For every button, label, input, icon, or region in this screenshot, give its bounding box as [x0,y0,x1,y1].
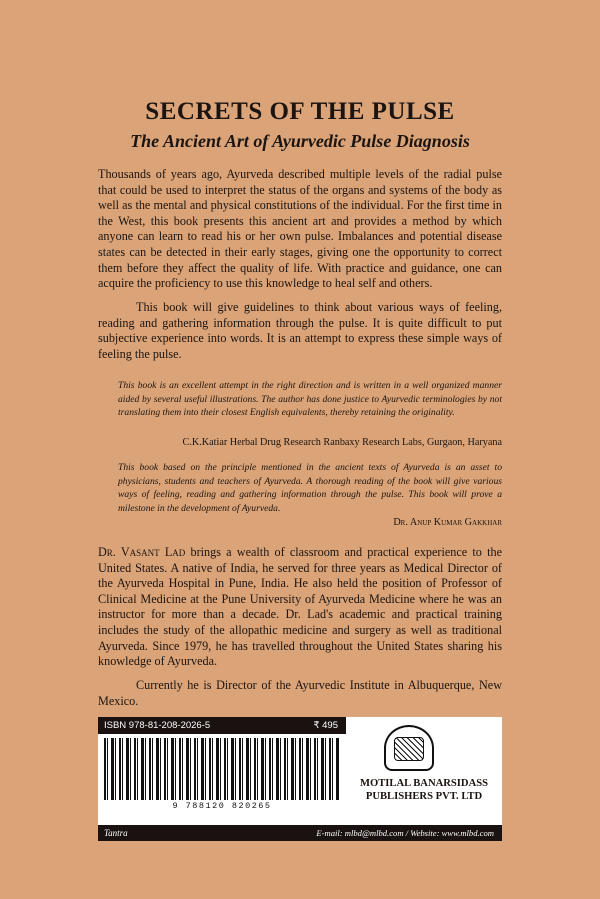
author-bio-text: brings a wealth of classroom and practical experience to the United States. A native of India, he served for three years as Medical Director of the Ayurveda Hospital in Pune, India. He also held the position of Professor of Clinical Medicine at the Pune University of Ayurveda Medicine where he was an instructor for more than a decade. Dr. Lad's academic and practical training includes the study of the allopathic medicine and surgery as well as traditional Ayurveda. Since 1979, he has travelled throughout the United States sharing his knowledge of Ayurveda. [98,545,502,669]
footer-strip [98,825,502,841]
author-bio-paragraph [98,545,502,670]
author-current-position: Currently he is Director of the Ayurvedic Institute in Albuquerque, New Mexico. [98,678,502,708]
review-attribution-2: Dr. Anup Kumar Gakkhar [393,517,502,528]
book-category: Tantra [104,828,128,838]
isbn-strip [98,717,346,734]
publisher-name-line-2: PUBLISHERS PVT. LTD [365,791,483,802]
isbn-number: ISBN 978-81-208-2026-5 [104,720,211,731]
description-paragraph-1: Thousands of years ago, Ayurveda described multiple levels of the radial pulse that could be used to interpret the status of the organs and systems of the body as well as the mental and physical constitutions of the individual. For the first time in the West, this book presents this ancient art and provides a method by which anyone can learn to read his or her own pulse. Imbalances and potential disease states can be detected in their early stages, giving one the opportunity to correct them before they affect the quality of life. With practice and guidance, one can acquire the proficiency to use this knowledge to heal self and others. [98,167,502,291]
description-paragraph-2: This book will give guidelines to think about various ways of feeling, reading and gathering information through the pulse. It is quite difficult to put subjective experience into words. It is an attempt to express these simple ways of feeling the pulse. [98,300,502,361]
barcode-panel [98,717,502,825]
book-subtitle: The Ancient Art of Ayurvedic Pulse Diagnosis [130,131,470,151]
review-quote-2: This book based on the principle mentioned in the ancient texts of Ayurveda is an asset to physicians, students and teachers of Ayurveda. A thorough reading of the book will give various ways of feeling, reading and gathering information through the pulse. This book will prove a milestone in the development of Ayurveda. [118,462,502,514]
barcode-digits: 9 788120 820265 [172,801,272,811]
publisher-name [346,777,502,803]
review-quote-1: This book is an excellent attempt in the right direction and is written in a well organized manner aided by several useful illustrations. The author has done justice to Ayurvedic terminologies by not translating them into their closest English equivalents, thereby retaining the originality. [118,380,502,419]
publisher-name-line-1: MOTILAL BANARSIDASS [359,778,489,789]
price-label: ₹ 495 [313,720,338,731]
barcode-icon [104,738,340,800]
author-name: Dr. Vasant Lad [98,545,186,559]
review-attribution-1: C.K.Katiar Herbal Drug Research Ranbaxy Research Labs, Gurgaon, Haryana [182,437,502,448]
logo-emblem-icon [394,737,424,761]
publisher-contact: E-mail: mlbd@mlbd.com / Website: www.mlbd.com [316,828,494,838]
publisher-logo-icon [384,725,434,771]
book-title: SECRETS OF THE PULSE [145,98,455,125]
